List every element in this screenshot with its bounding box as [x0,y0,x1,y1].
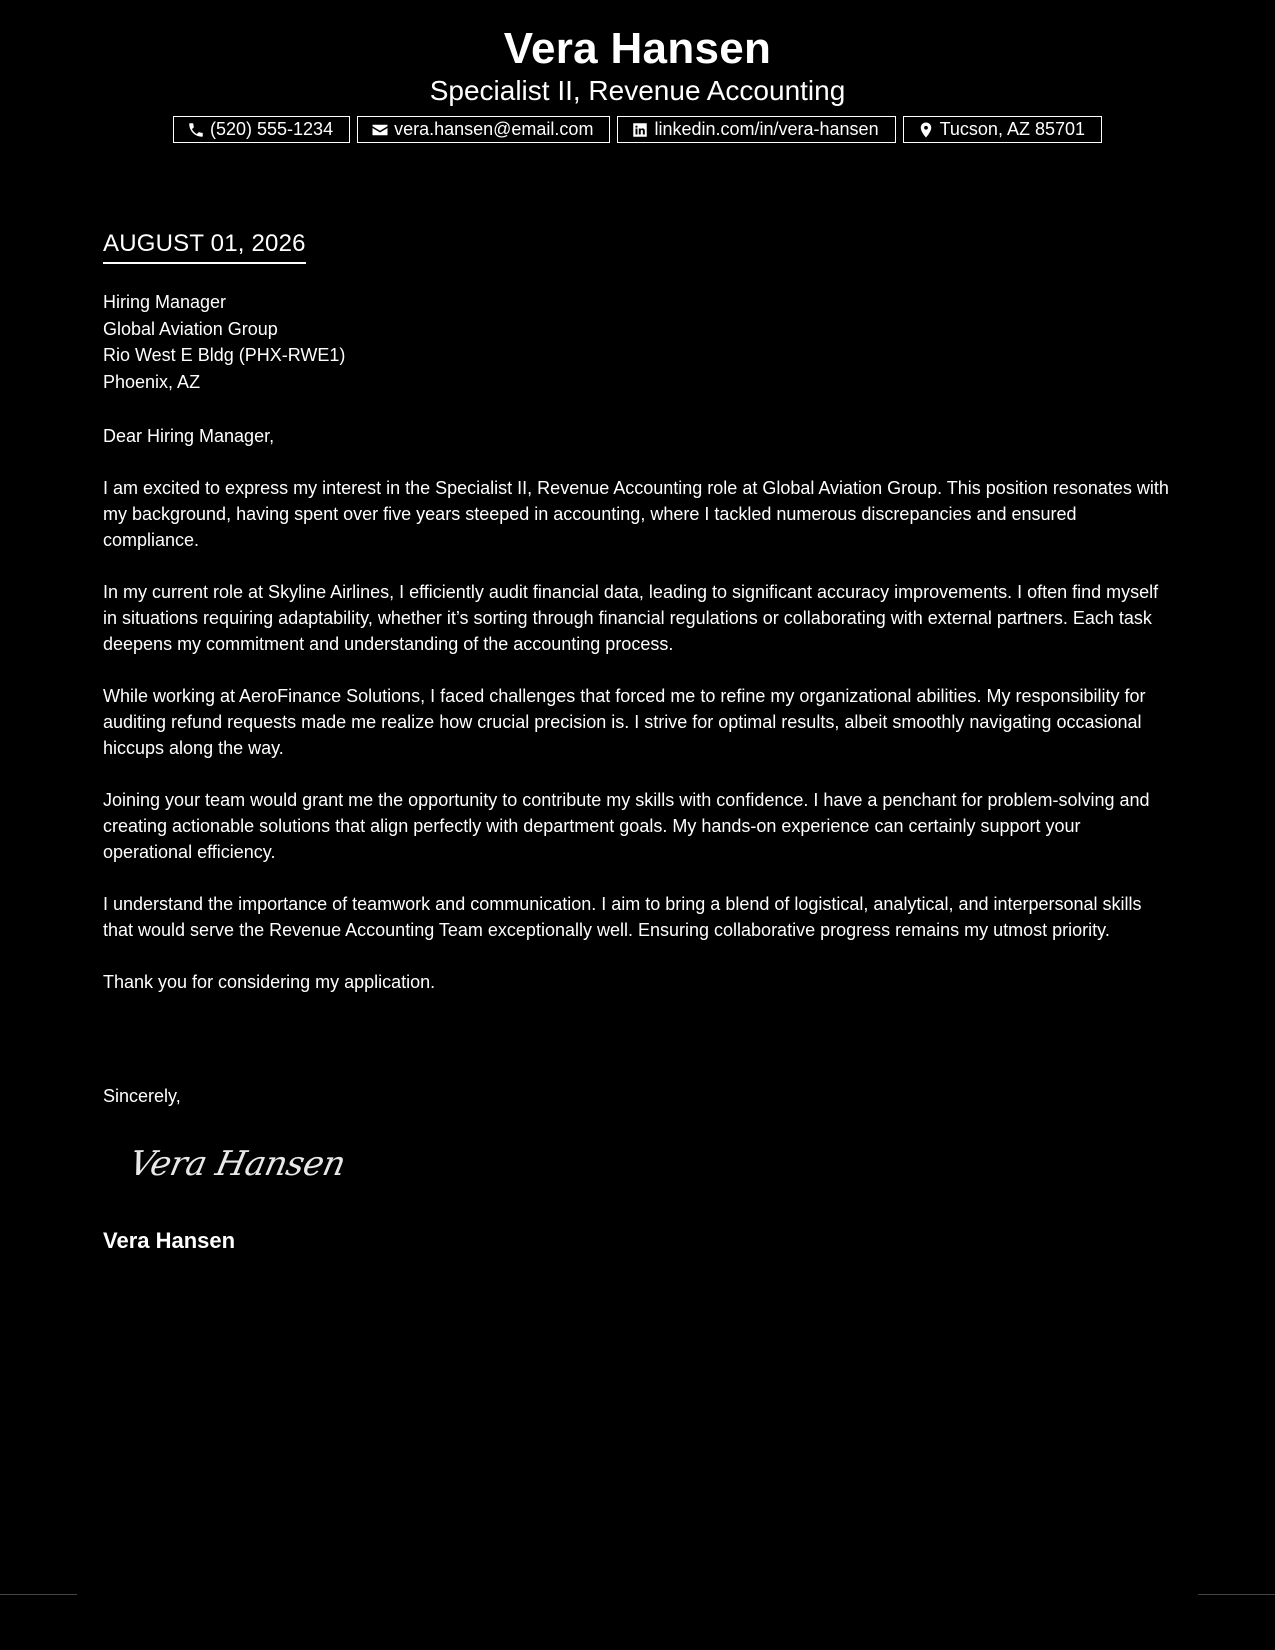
applicant-title: Specialist II, Revenue Accounting [429,75,846,106]
contact-location-text: Tucson, AZ 85701 [939,119,1086,139]
body-paragraph: I understand the importance of teamwork and communication. I aim to bring a blend of logistical, analytical, and interpersonal skills that would serve the Revenue Accounting Team exceptionally well. Ensuring collaborative progress remains my utmost priority. [103,894,1142,940]
recipient-line: Phoenix, AZ [103,371,201,392]
contact-phone-text: (520) 555-1234 [209,119,334,139]
recipient-address [103,289,345,395]
letter-header [0,22,1275,143]
recipient-line: Hiring Manager [103,292,227,312]
contact-email-text: vera.hansen@email.com [394,119,594,139]
contact-linkedin-text: linkedin.com/in/vera-hansen [654,119,879,139]
body-paragraph: Joining your team would grant me the opportunity to contribute my skills with confidence. I have a penchant for problem-solving and creating actionable solutions that align perfectly with department goals. My hands-on experience can certainly support your operational efficiency. [103,790,1150,862]
envelope-icon [371,121,389,139]
linkedin-icon [631,121,649,139]
handwritten-signature: Vera Hansen [125,1144,349,1184]
footer-divider-right [1198,1594,1275,1595]
body-paragraph: I am excited to express my interest in the Specialist II, Revenue Accounting role at Global Aviation Group. This position resonates with my background, having spent over five years steeped in accounting, where I tackled numerous discrepancies and ensured compliance. [103,478,1169,550]
applicant-name: Vera Hansen [503,24,772,73]
body-paragraph: In my current role at Skyline Airlines, I efficiently audit financial data, leading to significant accuracy improvements. I often find myself in situations requiring adaptability, whether it’s sorting through financial regulations or collaborating with external partners. Each task deepens my commitment and understanding of the accounting process. [103,582,1159,654]
body-paragraph: While working at AeroFinance Solutions, I faced challenges that forced me to refine my organizational abilities. My responsibility for auditing refund requests made me realize how crucial precision is. I strive for optimal results, albeit smoothly navigating occasional hiccups along the way. [103,686,1146,758]
contact-linkedin[interactable] [617,116,895,143]
recipient-line: Rio West E Bldg (PHX-RWE1) [103,345,346,365]
contact-location[interactable] [903,116,1102,143]
phone-icon [187,121,205,139]
salutation: Dear Hiring Manager, [103,426,275,446]
contact-bar [0,116,1275,143]
letter-body [103,423,1173,1021]
letter-date: AUGUST 01, 2026 [103,228,306,264]
footer-divider-left [0,1594,77,1595]
signer-name: Vera Hansen [103,1228,236,1253]
map-pin-icon [917,121,935,139]
contact-email[interactable] [357,116,610,143]
closing-phrase: Sincerely, [103,1086,181,1106]
contact-phone[interactable] [173,116,350,143]
closing-paragraph: Thank you for considering my application. [103,972,436,992]
recipient-line: Global Aviation Group [103,318,278,339]
